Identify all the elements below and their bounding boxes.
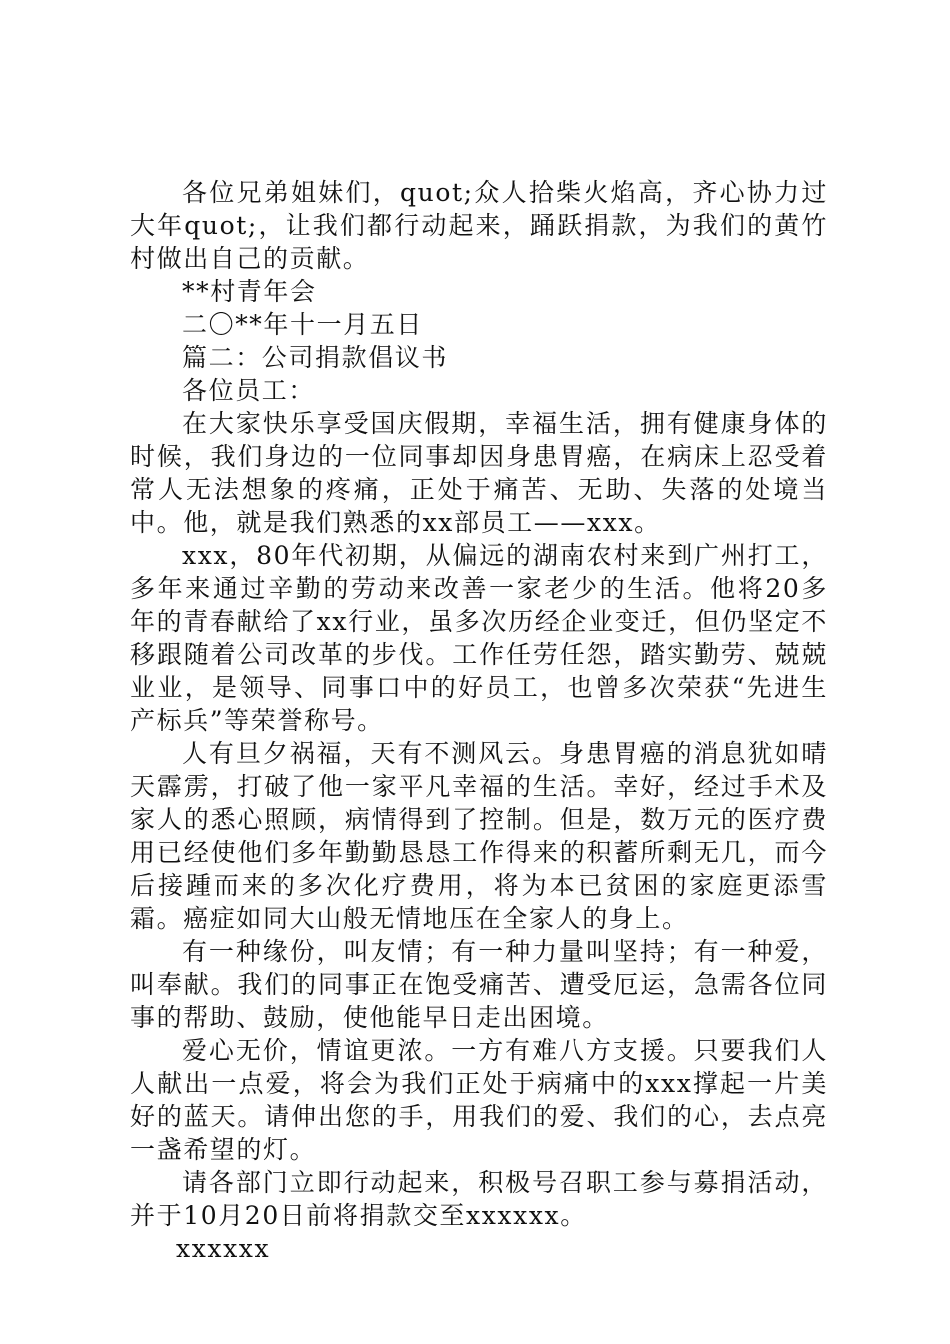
- signature-date: 二〇**年十一月五日: [182, 310, 424, 339]
- paragraph-illness: 人有旦夕祸福，天有不测风云。身患胃癌的消息犹如晴天霹雳，打破了他一家平凡幸福的生活。幸好，经过手术及家人的悉心照顾，病情得到了控制。但是，数万元的医疗费用已经使他们多年勤勤恳恳工作得来的积蓄所剩无几，而今后接踵而来的多次化疗费用，将为本已贫困的家庭更添雪霜。癌症如同大山般无情地压在全家人的身上。: [130, 739, 828, 933]
- paragraph-love: 爱心无价，情谊更浓。一方有难八方支援。只要我们人人献出一点爱，将会为我们正处于病痛中的xxx撑起一片美好的蓝天。请伸出您的手，用我们的爱、我们的心，去点亮一盏希望的灯。: [130, 1036, 828, 1164]
- signature-placeholder: xxxxxx: [176, 1234, 271, 1263]
- paragraph-call-to-action: 请各部门立即行动起来，积极号召职工参与募捐活动，并于10月20日前将捐款交至xxxxxx。: [130, 1168, 828, 1230]
- salutation: 各位员工：: [182, 376, 316, 405]
- paragraph-closing-appeal: 各位兄弟姐妹们，quot;众人拾柴火焰高，齐心协力过大年quot;，让我们都行动起来，踊跃捐款，为我们的黄竹村做出自己的贡献。: [130, 178, 828, 273]
- document-body: [130, 176, 828, 1265]
- paragraph-introduction: 在大家快乐享受国庆假期，幸福生活，拥有健康身体的时候，我们身边的一位同事却因身患胃癌，在病床上忍受着常人无法想象的疼痛，正处于痛苦、无助、失落的处境当中。他，就是我们熟悉的xx部员工——xxx。: [130, 409, 828, 537]
- paragraph-friendship: 有一种缘份，叫友情；有一种力量叫坚持；有一种爱，叫奉献。我们的同事正在饱受痛苦、遭受厄运，急需各位同事的帮助、鼓励，使他能早日走出困境。: [130, 937, 828, 1032]
- paragraph-background: xxx，80年代初期，从偏远的湖南农村来到广州打工，多年来通过辛勤的劳动来改善一家老少的生活。他将20多年的青春献给了xx行业，虽多次历经企业变迁，但仍坚定不移跟随着公司改革的步伐。工作任劳任怨，踏实勤劳、兢兢业业，是领导、同事口中的好员工，也曾多次荣获“先进生产标兵”等荣誉称号。: [130, 541, 828, 735]
- section-title: 篇二：公司捐款倡议书: [182, 343, 449, 372]
- signature-organization: **村青年会: [182, 277, 317, 306]
